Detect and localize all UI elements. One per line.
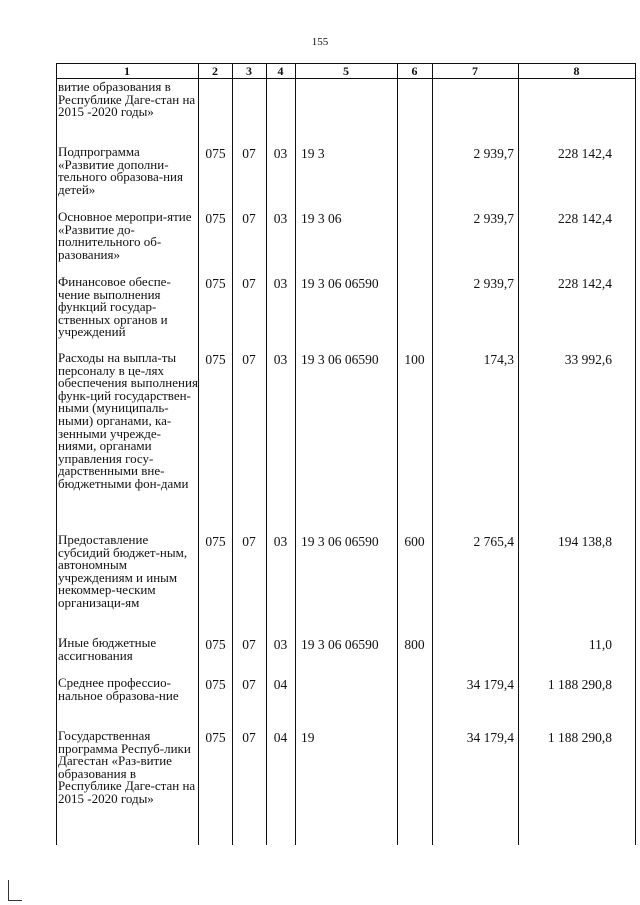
cell-amount-col8: 228 142,4 bbox=[558, 146, 612, 161]
cell-ministry: 075 bbox=[205, 276, 226, 291]
cell-target-article: 19 bbox=[301, 730, 315, 745]
column-header: 7 bbox=[472, 64, 478, 78]
cell-subsection: 03 bbox=[273, 211, 288, 226]
row-name: Иные бюджетные ассигнования bbox=[58, 635, 157, 663]
cell-ministry: 075 bbox=[205, 730, 226, 745]
cell-section: 07 bbox=[242, 276, 256, 291]
column-header: 1 bbox=[124, 64, 130, 78]
cell-ministry: 075 bbox=[205, 146, 226, 161]
scan-edge-mark bbox=[8, 880, 9, 900]
cell-target-article: 19 3 06 06590 bbox=[301, 276, 379, 291]
column-divider bbox=[432, 63, 433, 845]
cell-section: 07 bbox=[242, 677, 256, 692]
cell-ministry: 075 bbox=[205, 352, 226, 367]
cell-amount-col7: 2 939,7 bbox=[473, 276, 514, 291]
cell-subsection: 04 bbox=[273, 677, 288, 692]
scan-edge-mark bbox=[8, 900, 22, 901]
cell-amount-col7: 2 765,4 bbox=[473, 534, 514, 549]
cell-section: 07 bbox=[242, 637, 256, 652]
cell-subsection: 03 bbox=[273, 352, 288, 367]
cell-amount-col7: 174,3 bbox=[483, 352, 514, 367]
row-name: Финансовое обеспе-чение выполнения функций государ-ственных органов и учреждений bbox=[58, 274, 171, 340]
cell-amount-col7: 2 939,7 bbox=[473, 211, 514, 226]
column-header: 5 bbox=[343, 64, 349, 78]
column-divider bbox=[198, 63, 199, 845]
cell-section: 07 bbox=[242, 146, 256, 161]
cell-amount-col8: 228 142,4 bbox=[558, 211, 612, 226]
row-name: Основное меропри-ятие «Развитие до-полнительного об-разования» bbox=[58, 209, 192, 262]
cell-ministry: 075 bbox=[205, 211, 226, 226]
cell-target-article: 19 3 bbox=[301, 146, 325, 161]
cell-subsection: 03 bbox=[273, 276, 288, 291]
cell-subsection: 04 bbox=[273, 730, 288, 745]
row-name: Государственная программа Респуб-лики Дагестан «Раз-витие образования в Республике Даге-стан на 2015 -2020 годы» bbox=[58, 728, 196, 806]
cell-section: 07 bbox=[242, 534, 256, 549]
cell-amount-col8: 1 188 290,8 bbox=[547, 677, 612, 692]
column-header: 4 bbox=[277, 64, 284, 78]
cell-target-article: 19 3 06 06590 bbox=[301, 352, 379, 367]
cell-ministry: 075 bbox=[205, 637, 226, 652]
cell-ministry: 075 bbox=[205, 677, 226, 692]
row-name: Среднее профессио-нальное образова-ние bbox=[58, 675, 179, 703]
cell-ministry: 075 bbox=[205, 534, 226, 549]
table-left-border bbox=[56, 63, 57, 845]
cell-target-article: 19 3 06 06590 bbox=[301, 534, 379, 549]
column-divider bbox=[232, 63, 233, 845]
column-divider bbox=[295, 63, 296, 845]
row-name: Расходы на выпла-ты персоналу в це-лях обеспечения выполнения функ-ций государствен-ными (муниципаль-ными) органами, ка-зенными учрежде-ниями, органами управления госу-дарственными вне-бюджетными фон-дами bbox=[58, 350, 198, 491]
column-divider bbox=[518, 63, 519, 845]
cell-amount-col8: 1 188 290,8 bbox=[547, 730, 612, 745]
cell-section: 07 bbox=[242, 211, 256, 226]
column-divider bbox=[266, 63, 267, 845]
column-header: 3 bbox=[246, 64, 252, 78]
cell-target-article: 19 3 06 06590 bbox=[301, 637, 379, 652]
cell-expense-type: 600 bbox=[404, 534, 425, 549]
cell-subsection: 03 bbox=[273, 146, 288, 161]
table-right-border bbox=[635, 63, 636, 845]
cell-amount-col8: 228 142,4 bbox=[558, 276, 612, 291]
cell-target-article: 19 3 06 bbox=[301, 211, 342, 226]
column-header: 6 bbox=[411, 64, 418, 78]
cell-amount-col8: 194 138,8 bbox=[558, 534, 612, 549]
column-divider bbox=[397, 63, 398, 845]
cell-amount-col8: 11,0 bbox=[588, 637, 612, 652]
cell-expense-type: 100 bbox=[404, 352, 425, 367]
row-name: витие образования в Республике Даге-стан на 2015 -2020 годы» bbox=[58, 79, 196, 120]
column-header: 2 bbox=[212, 64, 218, 78]
page-number: 155 bbox=[311, 36, 329, 48]
row-name: Предоставление субсидий бюджет-ным, автономным учреждениям и иным некоммер-ческим организаци-ям bbox=[58, 532, 188, 610]
cell-section: 07 bbox=[242, 352, 256, 367]
cell-amount-col7: 2 939,7 bbox=[473, 146, 514, 161]
cell-amount-col7: 34 179,4 bbox=[466, 730, 514, 745]
cell-amount-col7: 34 179,4 bbox=[466, 677, 514, 692]
cell-section: 07 bbox=[242, 730, 256, 745]
row-name: Подпрограмма «Развитие дополни-тельного образова-ния детей» bbox=[58, 144, 183, 197]
column-header: 8 bbox=[573, 64, 580, 78]
cell-amount-col8: 33 992,6 bbox=[564, 352, 612, 367]
cell-subsection: 03 bbox=[273, 534, 288, 549]
cell-expense-type: 800 bbox=[404, 637, 425, 652]
cell-subsection: 03 bbox=[273, 637, 288, 652]
